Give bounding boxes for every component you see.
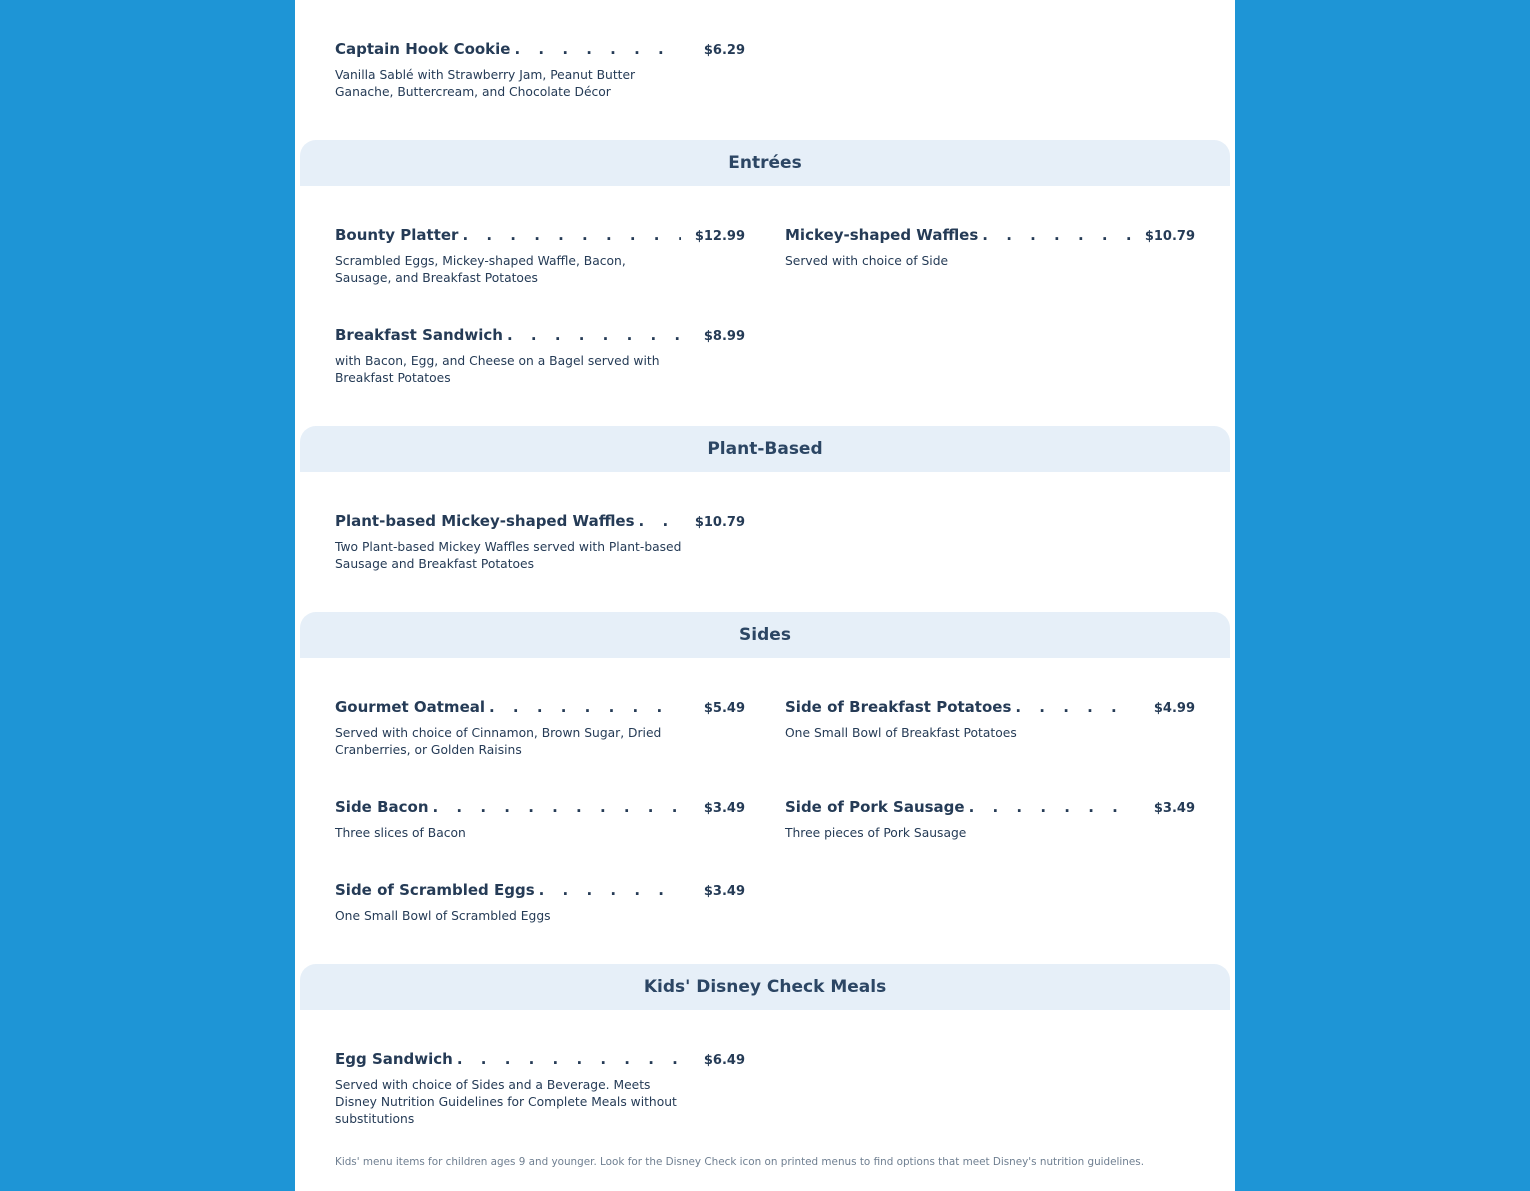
menu-item-description: One Small Bowl of Scrambled Eggs (335, 909, 551, 923)
menu-item-name: Side of Pork Sausage (785, 798, 965, 816)
menu-item-header (335, 877, 745, 899)
menu-item-name: Breakfast Sandwich (335, 326, 503, 344)
menu-item-price: $10.79 (1144, 229, 1195, 244)
menu-item-bounty-platter[interactable] (335, 222, 745, 287)
menu-item-price: $3.49 (703, 801, 745, 816)
dot-leader (457, 1050, 681, 1068)
menu-item-description: Served with choice of Cinnamon, Brown Sugar, Dried Cranberries, or Golden Raisins (335, 726, 662, 757)
menu-item-side-scrambled-eggs[interactable] (335, 877, 745, 925)
menu-item-description: Three slices of Bacon (335, 826, 466, 840)
menu-item-name: Mickey-shaped Waffles (785, 226, 979, 244)
menu-item-description: Vanilla Sablé with Strawberry Jam, Peanut Butter Ganache, Buttercream, and Chocolate Décor (335, 68, 636, 99)
dot-leader (969, 798, 1131, 816)
menu-item-side-pork-sausage[interactable] (785, 794, 1195, 842)
menu-item-header (785, 694, 1195, 716)
dot-leader (639, 512, 681, 530)
menu-item-name: Side of Scrambled Eggs (335, 881, 535, 899)
menu-item-description: Scrambled Eggs, Mickey-shaped Waffle, Bacon, Sausage, and Breakfast Potatoes (335, 254, 626, 285)
dot-leader (539, 881, 681, 899)
menu-item-description: with Bacon, Egg, and Cheese on a Bagel served with Breakfast Potatoes (335, 354, 660, 385)
menu-item-price: $4.99 (1153, 701, 1195, 716)
menu-item-header (335, 36, 745, 58)
menu-item-egg-sandwich[interactable] (335, 1046, 745, 1128)
menu-item-gourmet-oatmeal[interactable] (335, 694, 745, 759)
menu-item-description: Served with choice of Side (785, 254, 949, 268)
menu-item-name: Plant-based Mickey-shaped Waffles (335, 512, 635, 530)
menu-item-price: $3.49 (1153, 801, 1195, 816)
menu-item-header (335, 694, 745, 716)
menu-item-breakfast-sandwich[interactable] (335, 322, 745, 387)
dot-leader (514, 40, 681, 58)
menu-item-header (785, 794, 1195, 816)
dot-leader (489, 698, 681, 716)
menu-item-price: $3.49 (703, 884, 745, 899)
menu-item-name: Side of Breakfast Potatoes (785, 698, 1012, 716)
menu-item-price: $8.99 (703, 329, 745, 344)
menu-item-name: Egg Sandwich (335, 1050, 453, 1068)
menu-item-side-bacon[interactable] (335, 794, 745, 842)
menu-item-name: Captain Hook Cookie (335, 40, 511, 58)
menu-item-description: Served with choice of Sides and a Beverage. Meets Disney Nutrition Guidelines for Complete Meals without substitutions (335, 1078, 677, 1126)
dot-leader (507, 326, 681, 344)
menu-item-description: Two Plant-based Mickey Waffles served with Plant-based Sausage and Breakfast Potatoes (335, 540, 682, 571)
menu-item-price: $10.79 (694, 515, 745, 530)
kids-menu-footnote: Kids' menu items for children ages 9 and younger. Look for the Disney Check icon on printed menus to find options that meet Disney's nutrition guidelines. (335, 1156, 1144, 1168)
menu-item-price: $6.29 (703, 43, 745, 58)
menu-item-side-breakfast-potatoes[interactable] (785, 694, 1195, 742)
dot-leader (1015, 698, 1131, 716)
menu-item-description: One Small Bowl of Breakfast Potatoes (785, 726, 1017, 740)
menu-item-mickey-waffles[interactable] (785, 222, 1195, 270)
dot-leader (433, 798, 681, 816)
menu-item-name: Side Bacon (335, 798, 429, 816)
menu-item-description: Three pieces of Pork Sausage (785, 826, 967, 840)
dot-leader (982, 226, 1131, 244)
section-header-entrees: Entrées (300, 140, 1230, 186)
menu-item-price: $12.99 (694, 229, 745, 244)
menu-item-plant-based-waffles[interactable] (335, 508, 745, 573)
menu-page (295, 0, 1235, 1191)
menu-item-header (335, 794, 745, 816)
menu-item-price: $6.49 (703, 1053, 745, 1068)
section-header-plant-based: Plant-Based (300, 426, 1230, 472)
menu-item-header (335, 508, 745, 530)
menu-item-captain-hook-cookie[interactable] (335, 36, 745, 101)
menu-item-header (335, 222, 745, 244)
menu-item-price: $5.49 (703, 701, 745, 716)
dot-leader (462, 226, 681, 244)
section-header-sides: Sides (300, 612, 1230, 658)
menu-item-header (335, 1046, 745, 1068)
menu-item-header (335, 322, 745, 344)
section-header-kids-meals: Kids' Disney Check Meals (300, 964, 1230, 1010)
menu-item-name: Bounty Platter (335, 226, 459, 244)
menu-item-header (785, 222, 1195, 244)
menu-item-name: Gourmet Oatmeal (335, 698, 485, 716)
